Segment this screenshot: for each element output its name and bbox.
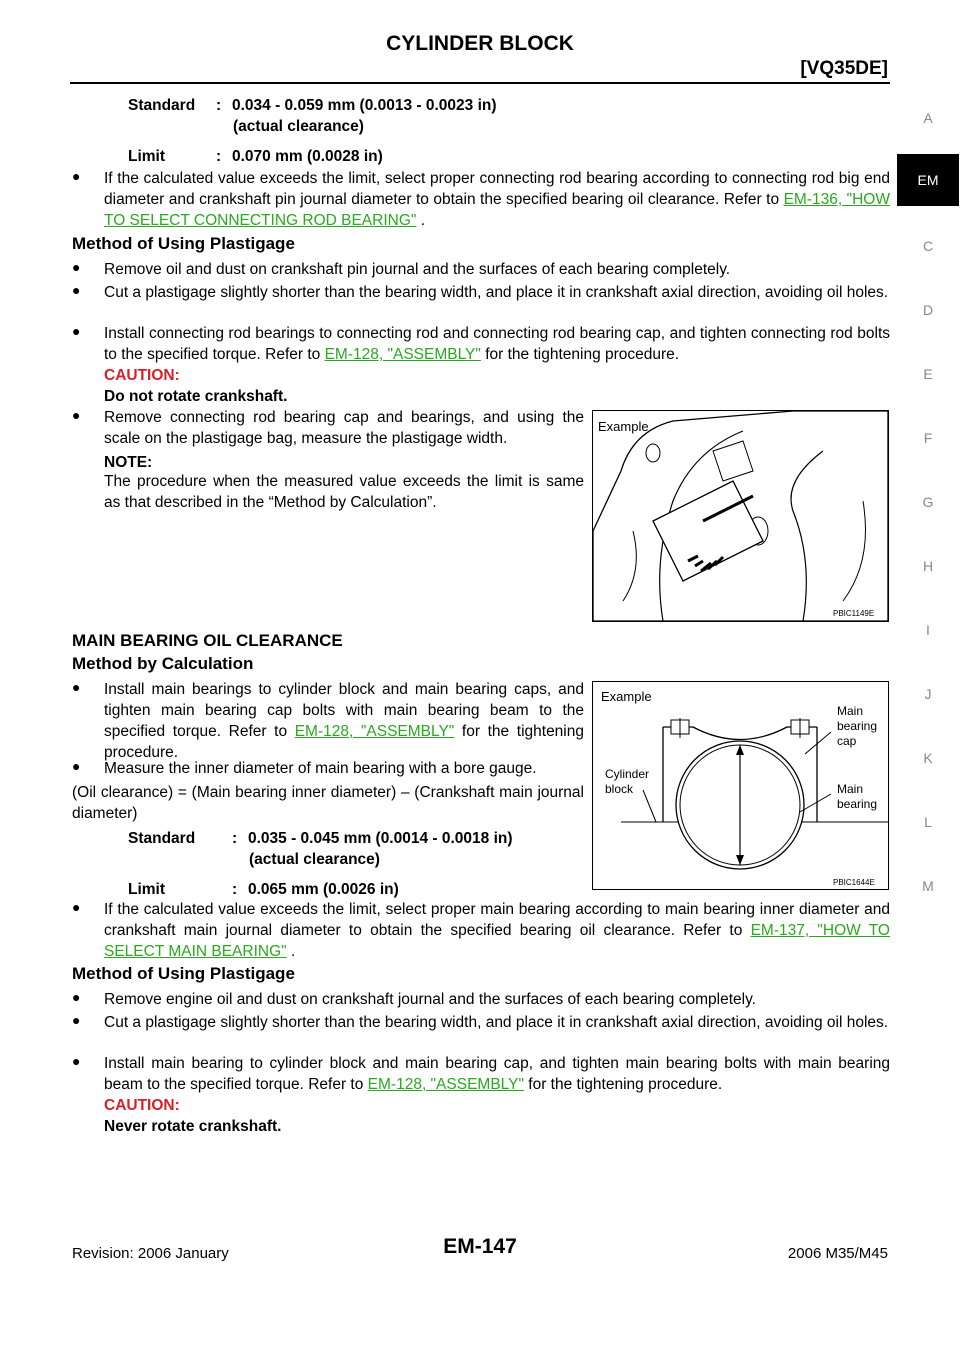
side-index-c[interactable]: C xyxy=(922,238,934,254)
side-index-k[interactable]: K xyxy=(923,750,933,766)
link-em-128[interactable]: EM-128, "ASSEMBLY" xyxy=(367,1076,524,1093)
bullet-text: Cut a plastigage slightly shorter than the bearing width, and place it in crankshaft axial direction, avoiding oil holes. xyxy=(104,284,889,301)
bullet-dot: ● xyxy=(72,323,81,339)
side-index-j[interactable]: J xyxy=(924,686,932,702)
side-index-h[interactable]: H xyxy=(922,558,934,574)
link-em-128[interactable]: EM-128, "ASSEMBLY" xyxy=(324,346,481,363)
page-subtitle: [VQ35DE] xyxy=(800,58,888,79)
bullet-install-main-bearing xyxy=(72,1053,890,1095)
side-index-d[interactable]: D xyxy=(922,302,934,318)
bullet-text-end: for the tightening procedure. xyxy=(523,1076,723,1093)
bullet-text: Install main bearings to cylinder block and main bearing caps, and tighten main bearing cap bolts with main bearing beam to the specified torque. Refer to xyxy=(104,681,584,740)
note-text: The procedure when the measured value exceeds the limit is same as that described in the “Method by Calculation”. xyxy=(104,473,584,511)
bullet-remove-engine-oil xyxy=(72,989,890,1010)
caution-label: CAUTION: xyxy=(104,367,180,384)
bullet-text-end: for the tightening procedure. xyxy=(480,346,680,363)
bullet-measure-width xyxy=(72,407,584,449)
spec-label: Limit xyxy=(128,881,166,898)
bullet-dot: ● xyxy=(72,259,81,275)
bullet-text: If the calculated value exceeds the limit, select proper main bearing according to main bearing inner diameter and crankshaft main journal diameter to obtain the specified bearing oil clearance. Refer to xyxy=(104,901,890,939)
caution-text: Never rotate crankshaft. xyxy=(104,1118,282,1135)
figure-code: PBIC1149E xyxy=(833,609,875,618)
bullet-text: Install main bearing to cylinder block and main bearing cap, and tighten main bearing bolts with main bearing beam to the specified torque. Refer to xyxy=(104,1055,890,1093)
side-index-m[interactable]: M xyxy=(922,878,934,894)
side-index-l[interactable]: L xyxy=(924,814,932,830)
spec-sep: : xyxy=(232,830,238,847)
oil-clearance-formula: (Oil clearance) = (Main bearing inner diameter) – (Crankshaft main journal diameter) xyxy=(72,784,584,822)
bullet-text: Remove connecting rod bearing cap and bearings, and using the scale on the plastigage bag, measure the plastigage width. xyxy=(104,409,584,447)
bullet-dot: ● xyxy=(72,679,81,695)
link-em-136[interactable]: EM-136, "HOW TO SELECT CONNECTING ROD BEARING" xyxy=(104,191,890,229)
subsection-title-calculation: Method by Calculation xyxy=(72,654,254,673)
spec-value-note: (actual clearance) xyxy=(233,118,364,135)
side-index-g[interactable]: G xyxy=(922,494,934,510)
side-index-e[interactable]: E xyxy=(923,366,933,382)
bullet-text: Install connecting rod bearings to connecting rod and connecting rod bearing cap, and tighten connecting rod bolts to the specified torque. Refer to xyxy=(104,325,890,363)
bullet-text: Remove engine oil and dust on crankshaft journal and the surfaces of each bearing completely. xyxy=(104,991,756,1008)
caution-label: CAUTION: xyxy=(104,1097,180,1114)
label-cap-bearing: bearing xyxy=(837,719,878,733)
label-cylinder: Cylinder xyxy=(605,767,650,781)
header-rule xyxy=(70,82,890,84)
figure-main-bearing xyxy=(592,681,889,890)
side-index-f[interactable]: F xyxy=(923,430,933,446)
bullet-measure-inner-diameter xyxy=(72,758,584,779)
bullet-text: Measure the inner diameter of main bearing with a bore gauge. xyxy=(104,760,537,777)
section-title-main-bearing: MAIN BEARING OIL CLEARANCE xyxy=(72,631,343,650)
bullet-text: If the calculated value exceeds the limit, select proper connecting rod bearing according to connecting rod big end diameter and crankshaft pin journal diameter to obtain the specified bearing oil clearance. Refer to xyxy=(104,170,890,208)
figure-example-label: Example xyxy=(601,689,652,704)
bullet-dot: ● xyxy=(72,989,81,1005)
figure-plastigage-measure xyxy=(592,410,889,622)
bullet-cut-plastigage xyxy=(72,282,890,303)
spec-table-conrod xyxy=(128,95,497,167)
footer-page-number: EM-147 xyxy=(443,1235,517,1258)
bullet-install-main-bearings xyxy=(72,679,584,763)
bullet-text: Remove oil and dust on crankshaft pin journal and the surfaces of each bearing completely. xyxy=(104,261,731,278)
spec-value xyxy=(248,828,513,870)
note-label: NOTE: xyxy=(104,454,153,471)
figure-code: PBIC1644E xyxy=(833,878,875,887)
bullet-dot: ● xyxy=(72,168,81,184)
bullet-dot: ● xyxy=(72,1053,81,1069)
label-block: block xyxy=(605,782,634,796)
footer-revision: Revision: 2006 January xyxy=(72,1245,229,1262)
spec-label: Standard xyxy=(128,830,196,847)
bullet-cut-plastigage-main xyxy=(72,1012,890,1033)
spec-label: Limit xyxy=(128,148,166,165)
spec-value xyxy=(232,95,497,137)
bullet-text: Cut a plastigage slightly shorter than the bearing width, and place it in crankshaft axial direction, avoiding oil holes. xyxy=(104,1014,889,1031)
bullet-text-end: for the tightening procedure. xyxy=(104,723,584,761)
spec-sep: : xyxy=(216,97,222,114)
side-index-em[interactable] xyxy=(897,154,959,206)
spec-sep: : xyxy=(216,148,222,165)
bullet-install-conrod-bearings xyxy=(72,323,890,365)
plastigage-illustration xyxy=(593,411,888,621)
bullet-text-end: . xyxy=(416,212,426,229)
spec-label: Standard xyxy=(128,97,196,114)
footer-model: 2006 M35/M45 xyxy=(787,1245,888,1262)
side-index-a[interactable]: A xyxy=(923,110,933,126)
section-title-plastigage-conrod: Method of Using Plastigage xyxy=(72,234,295,253)
bullet-dot: ● xyxy=(72,407,81,423)
figure-example-label: Example xyxy=(598,419,649,434)
main-bearing-diagram xyxy=(593,682,888,889)
spec-value-note: (actual clearance) xyxy=(249,851,380,868)
caution-text: Do not rotate crankshaft. xyxy=(104,388,288,405)
spec-sep: : xyxy=(232,881,238,898)
label-cap-cap: cap xyxy=(837,734,857,748)
spec-table-main-bearing xyxy=(128,828,513,900)
bullet-select-main-bearing xyxy=(72,899,890,962)
spec-value: 0.065 mm (0.0026 in) xyxy=(248,881,399,898)
section-title-plastigage-main: Method of Using Plastigage xyxy=(72,964,295,983)
spec-value-line: 0.034 - 0.059 mm (0.0013 - 0.0023 in) xyxy=(232,97,497,114)
spec-value-line: 0.035 - 0.045 mm (0.0014 - 0.0018 in) xyxy=(248,830,513,847)
bullet-select-conrod-bearing xyxy=(72,168,890,231)
label-mb-main: Main xyxy=(837,782,864,796)
bullet-remove-oil xyxy=(72,259,890,280)
bullet-dot: ● xyxy=(72,899,81,915)
link-em-137[interactable]: EM-137, "HOW TO SELECT MAIN BEARING" xyxy=(104,922,890,960)
bullet-dot: ● xyxy=(72,758,81,774)
side-index-em-label: EM xyxy=(917,172,939,188)
bullet-dot: ● xyxy=(72,1012,81,1028)
label-mb-bearing: bearing xyxy=(837,797,878,811)
spec-value: 0.070 mm (0.0028 in) xyxy=(232,148,383,165)
bullet-dot: ● xyxy=(72,282,81,298)
label-cap-main: Main xyxy=(837,704,864,718)
bullet-text-end: . xyxy=(286,943,296,960)
page-title: CYLINDER BLOCK xyxy=(386,32,574,55)
side-index-i[interactable]: I xyxy=(926,622,930,638)
link-em-128[interactable]: EM-128, "ASSEMBLY" xyxy=(294,723,455,740)
